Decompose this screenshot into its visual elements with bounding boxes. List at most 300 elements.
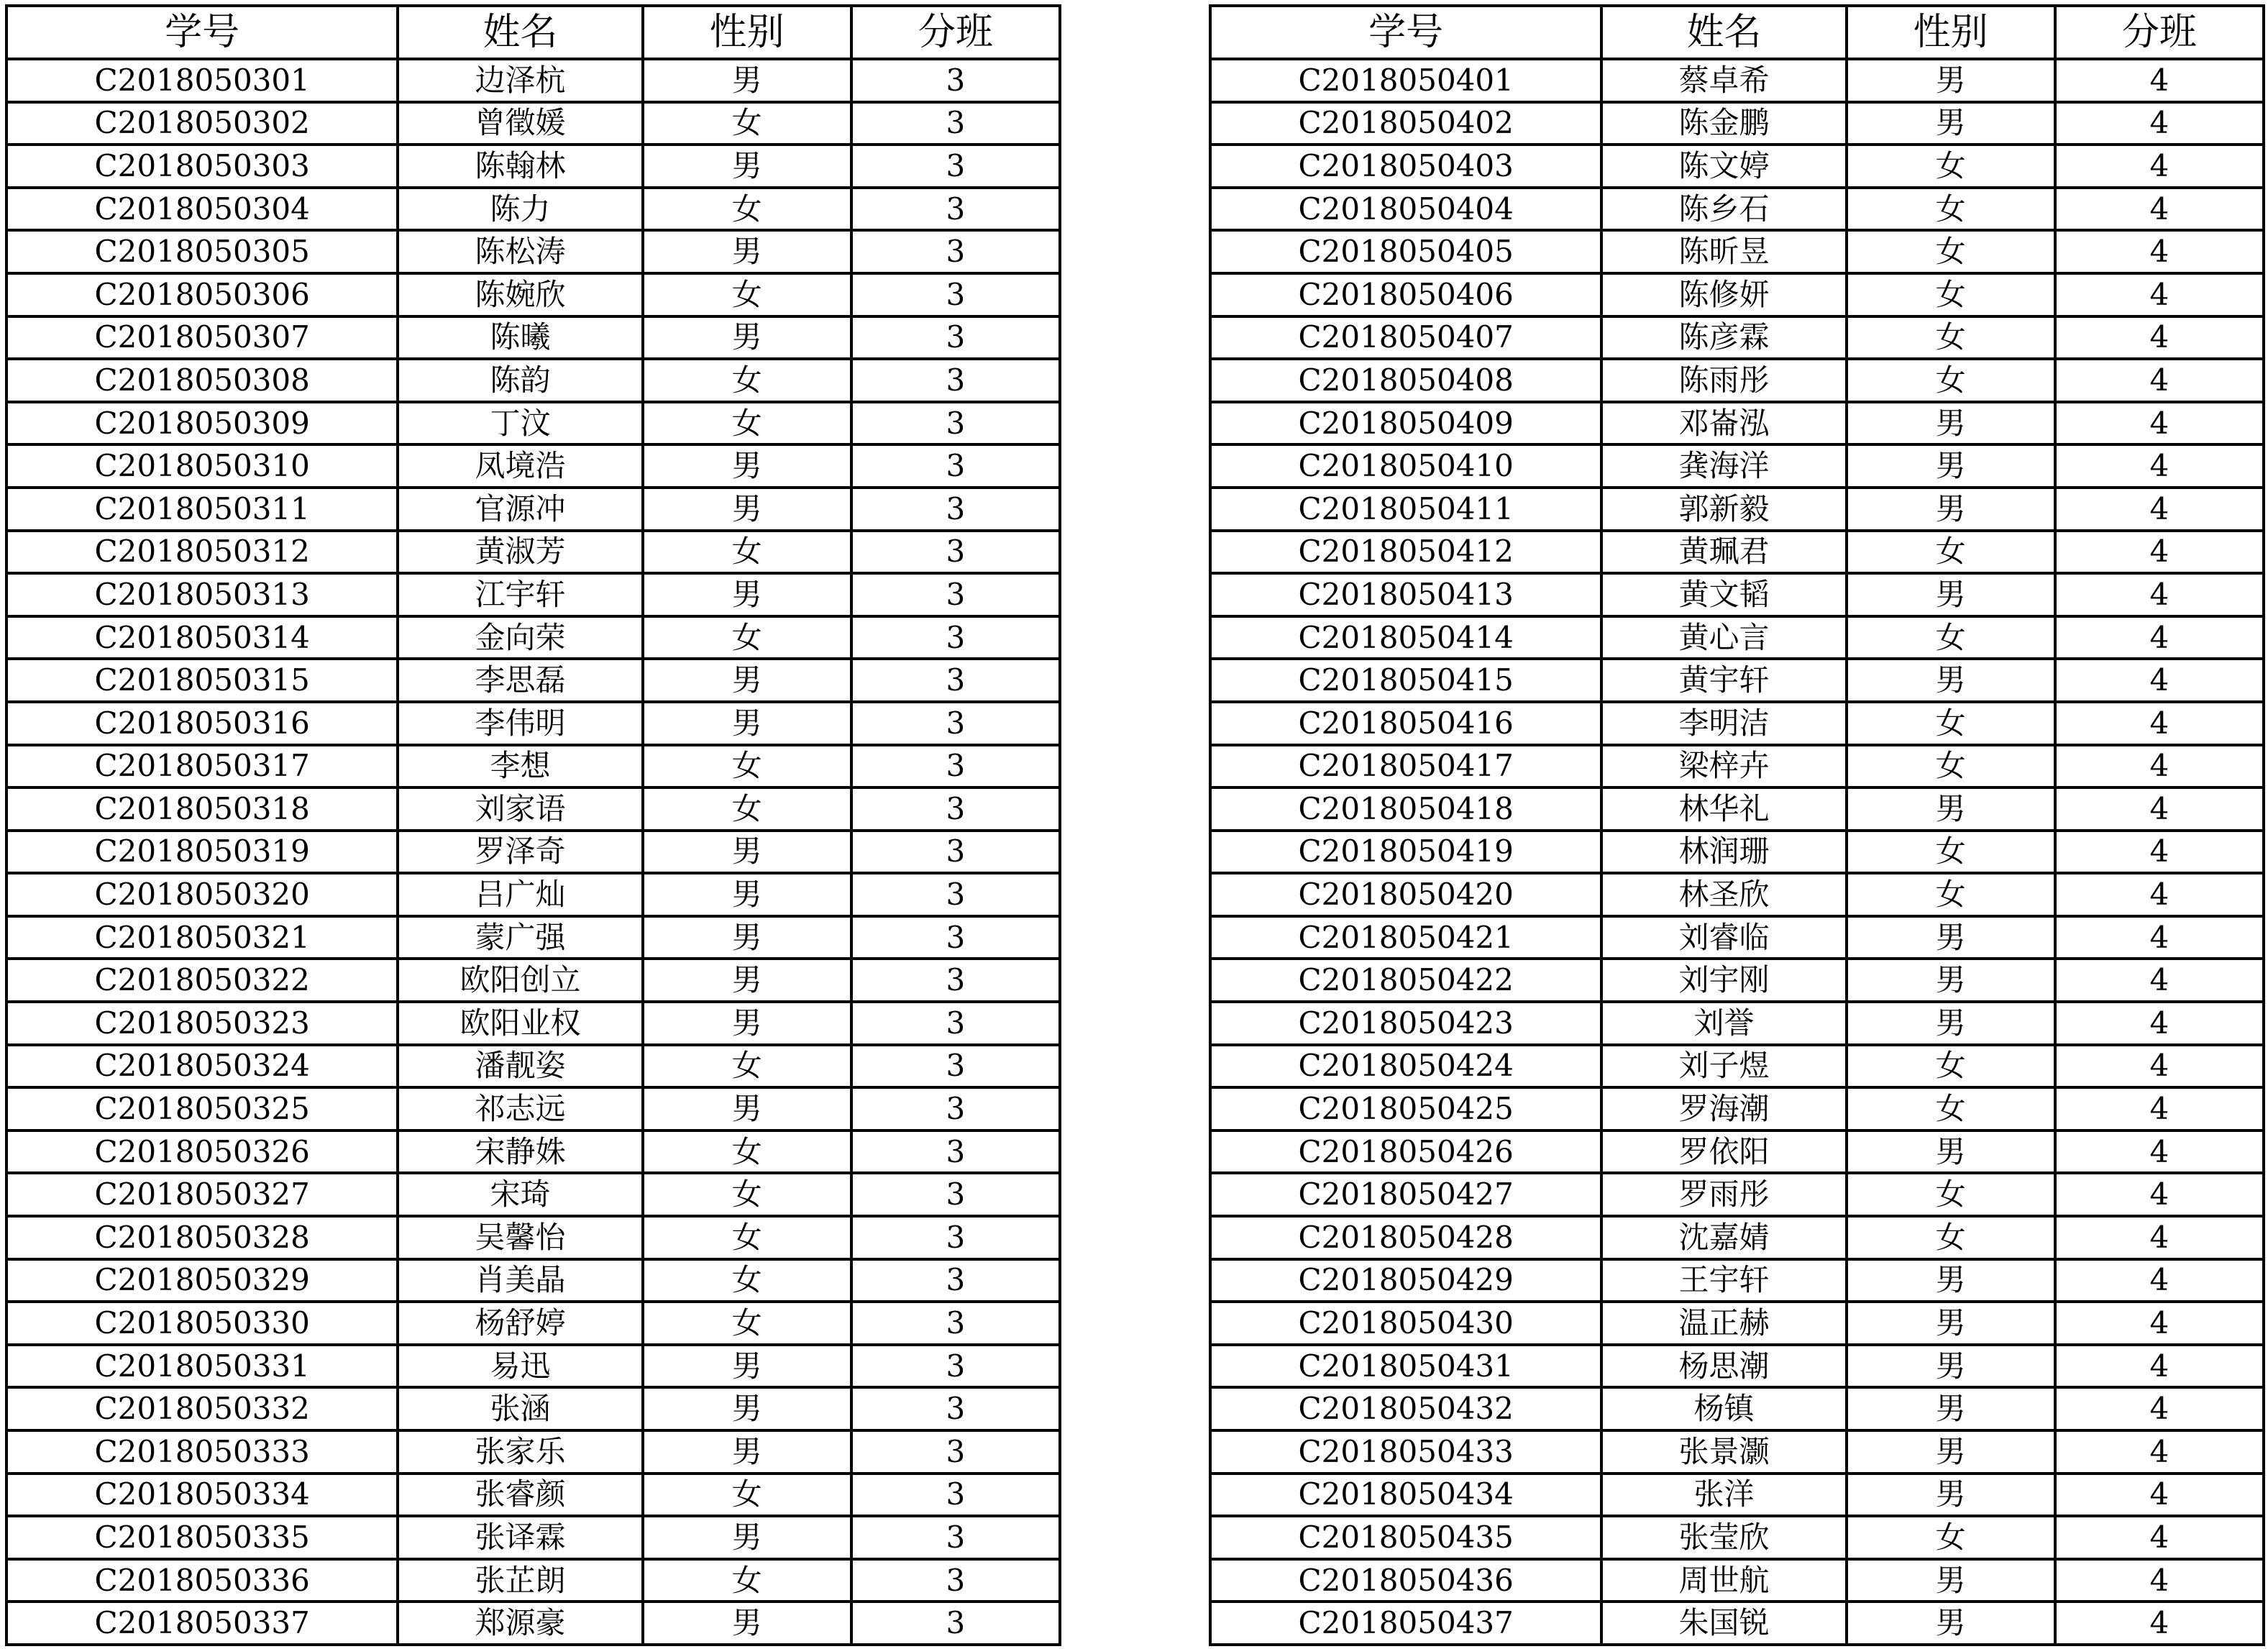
cell-gender: 女 — [643, 1302, 851, 1345]
cell-student-id: C2018050421 — [1210, 916, 1601, 959]
cell-name: 陈乡石 — [1601, 188, 1846, 231]
table-row — [6, 531, 1060, 574]
cell-class: 4 — [2055, 1516, 2264, 1559]
cell-class: 4 — [2055, 959, 2264, 1002]
table-row — [6, 102, 1060, 145]
cell-gender: 女 — [1847, 616, 2055, 659]
cell-gender: 女 — [1847, 1087, 2055, 1130]
cell-gender: 男 — [1847, 1002, 2055, 1045]
table-row — [6, 1430, 1060, 1474]
cell-gender: 男 — [1847, 1602, 2055, 1645]
cell-student-id: C2018050328 — [6, 1216, 398, 1259]
cell-name: 吴馨怡 — [398, 1216, 642, 1259]
table-body — [6, 59, 1060, 1645]
cell-student-id: C2018050432 — [1210, 1387, 1601, 1430]
cell-student-id: C2018050336 — [6, 1559, 398, 1602]
cell-class: 3 — [851, 359, 1060, 402]
cell-name: 张译霖 — [398, 1516, 642, 1559]
cell-class: 3 — [851, 316, 1060, 360]
table-row — [1210, 1559, 2264, 1602]
cell-student-id: C2018050416 — [1210, 702, 1601, 745]
cell-name: 欧阳创立 — [398, 959, 642, 1002]
cell-name: 曾徵媛 — [398, 102, 642, 145]
cell-class: 4 — [2055, 402, 2264, 445]
cell-name: 刘睿临 — [1601, 916, 1846, 959]
cell-gender: 男 — [643, 573, 851, 616]
cell-gender: 女 — [643, 1259, 851, 1302]
cell-gender: 女 — [643, 1474, 851, 1517]
cell-gender: 男 — [643, 916, 851, 959]
cell-gender: 男 — [643, 1387, 851, 1430]
cell-student-id: C2018050407 — [1210, 316, 1601, 360]
cell-name: 陈婉欣 — [398, 273, 642, 316]
cell-student-id: C2018050301 — [6, 59, 398, 102]
cell-class: 4 — [2055, 1002, 2264, 1045]
table-row — [1210, 1430, 2264, 1474]
cell-gender: 男 — [643, 59, 851, 102]
table-row — [1210, 316, 2264, 360]
cell-gender: 女 — [1847, 702, 2055, 745]
cell-name: 张涵 — [398, 1387, 642, 1430]
cell-gender: 男 — [1847, 959, 2055, 1002]
table-row — [6, 359, 1060, 402]
cell-student-id: C2018050335 — [6, 1516, 398, 1559]
cell-name: 易迅 — [398, 1345, 642, 1388]
cell-student-id: C2018050415 — [1210, 659, 1601, 702]
table-row — [1210, 573, 2264, 616]
cell-name: 宋琦 — [398, 1173, 642, 1216]
cell-name: 龚海洋 — [1601, 444, 1846, 488]
cell-class: 4 — [2055, 1173, 2264, 1216]
cell-student-id: C2018050411 — [1210, 488, 1601, 531]
cell-gender: 男 — [643, 1002, 851, 1045]
cell-gender: 男 — [643, 145, 851, 188]
table-row — [6, 1516, 1060, 1559]
cell-student-id: C2018050418 — [1210, 787, 1601, 831]
cell-student-id: C2018050330 — [6, 1302, 398, 1345]
cell-student-id: C2018050430 — [1210, 1302, 1601, 1345]
cell-class: 4 — [2055, 1130, 2264, 1174]
cell-student-id: C2018050420 — [1210, 873, 1601, 916]
cell-student-id: C2018050437 — [1210, 1602, 1601, 1645]
cell-class: 4 — [2055, 1216, 2264, 1259]
table-row — [1210, 359, 2264, 402]
cell-name: 黄文韬 — [1601, 573, 1846, 616]
cell-class: 4 — [2055, 616, 2264, 659]
cell-student-id: C2018050332 — [6, 1387, 398, 1430]
cell-name: 王宇轩 — [1601, 1259, 1846, 1302]
cell-class: 3 — [851, 145, 1060, 188]
cell-class: 3 — [851, 1474, 1060, 1517]
cell-name: 杨舒婷 — [398, 1302, 642, 1345]
cell-class: 4 — [2055, 444, 2264, 488]
cell-name: 陈彦霖 — [1601, 316, 1846, 360]
cell-name: 李思磊 — [398, 659, 642, 702]
cell-student-id: C2018050314 — [6, 616, 398, 659]
cell-student-id: C2018050318 — [6, 787, 398, 831]
cell-gender: 女 — [643, 787, 851, 831]
cell-class: 3 — [851, 488, 1060, 531]
cell-class: 3 — [851, 188, 1060, 231]
cell-student-id: C2018050307 — [6, 316, 398, 360]
cell-gender: 女 — [1847, 145, 2055, 188]
cell-student-id: C2018050323 — [6, 1002, 398, 1045]
cell-name: 李伟明 — [398, 702, 642, 745]
cell-gender: 女 — [643, 1130, 851, 1174]
cell-class: 4 — [2055, 273, 2264, 316]
table-row — [6, 488, 1060, 531]
cell-class: 4 — [2055, 531, 2264, 574]
cell-class: 4 — [2055, 745, 2264, 788]
cell-gender: 男 — [1847, 444, 2055, 488]
cell-student-id: C2018050321 — [6, 916, 398, 959]
cell-name: 刘家语 — [398, 787, 642, 831]
cell-class: 3 — [851, 702, 1060, 745]
table-row — [1210, 1045, 2264, 1088]
table-row — [1210, 745, 2264, 788]
table-row — [1210, 831, 2264, 874]
cell-name: 刘宇刚 — [1601, 959, 1846, 1002]
cell-class: 4 — [2055, 359, 2264, 402]
table-row — [6, 1002, 1060, 1045]
cell-student-id: C2018050406 — [1210, 273, 1601, 316]
cell-name: 肖美晶 — [398, 1259, 642, 1302]
cell-gender: 男 — [1847, 1130, 2055, 1174]
table-row — [1210, 1387, 2264, 1430]
cell-class: 3 — [851, 1087, 1060, 1130]
table-row — [6, 1216, 1060, 1259]
cell-student-id: C2018050322 — [6, 959, 398, 1002]
cell-name: 官源冲 — [398, 488, 642, 531]
cell-class: 4 — [2055, 1045, 2264, 1088]
header-gender: 性别 — [643, 6, 851, 59]
cell-name: 陈翰林 — [398, 145, 642, 188]
table-row — [1210, 659, 2264, 702]
cell-name: 沈嘉婧 — [1601, 1216, 1846, 1259]
table-row — [6, 1345, 1060, 1388]
cell-gender: 女 — [643, 273, 851, 316]
cell-name: 边泽杭 — [398, 59, 642, 102]
cell-name: 林华礼 — [1601, 787, 1846, 831]
cell-name: 李明洁 — [1601, 702, 1846, 745]
cell-class: 4 — [2055, 145, 2264, 188]
table-row — [6, 402, 1060, 445]
header-name: 姓名 — [1601, 6, 1846, 59]
cell-gender: 女 — [643, 616, 851, 659]
cell-class: 3 — [851, 873, 1060, 916]
cell-gender: 女 — [1847, 1516, 2055, 1559]
cell-class: 4 — [2055, 873, 2264, 916]
cell-student-id: C2018050329 — [6, 1259, 398, 1302]
cell-class: 3 — [851, 959, 1060, 1002]
table-row — [6, 745, 1060, 788]
table-row — [1210, 188, 2264, 231]
table-row — [1210, 145, 2264, 188]
cell-name: 张芷朗 — [398, 1559, 642, 1602]
table-row — [6, 1259, 1060, 1302]
cell-student-id: C2018050312 — [6, 531, 398, 574]
cell-name: 李想 — [398, 745, 642, 788]
cell-name: 陈力 — [398, 188, 642, 231]
header-student-id: 学号 — [1210, 6, 1601, 59]
cell-name: 江宇轩 — [398, 573, 642, 616]
table-row — [1210, 230, 2264, 273]
cell-name: 郭新毅 — [1601, 488, 1846, 531]
table-row — [6, 145, 1060, 188]
cell-class: 4 — [2055, 188, 2264, 231]
table-row — [6, 1602, 1060, 1645]
table-row — [6, 444, 1060, 488]
cell-gender: 男 — [1847, 1345, 2055, 1388]
table-row — [6, 1087, 1060, 1130]
cell-name: 陈曦 — [398, 316, 642, 360]
cell-name: 丁汶 — [398, 402, 642, 445]
cell-name: 张洋 — [1601, 1474, 1846, 1517]
cell-student-id: C2018050431 — [1210, 1345, 1601, 1388]
cell-student-id: C2018050315 — [6, 659, 398, 702]
cell-gender: 男 — [1847, 1474, 2055, 1517]
cell-name: 朱国锐 — [1601, 1602, 1846, 1645]
cell-gender: 男 — [643, 831, 851, 874]
cell-class: 3 — [851, 1173, 1060, 1216]
table-row — [6, 1173, 1060, 1216]
table-row — [1210, 1087, 2264, 1130]
cell-student-id: C2018050306 — [6, 273, 398, 316]
cell-class: 3 — [851, 1259, 1060, 1302]
cell-gender: 男 — [1847, 1430, 2055, 1474]
cell-gender: 女 — [1847, 1173, 2055, 1216]
cell-student-id: C2018050313 — [6, 573, 398, 616]
cell-gender: 女 — [1847, 831, 2055, 874]
cell-gender: 女 — [1847, 273, 2055, 316]
table-header — [6, 6, 1060, 59]
cell-name: 蔡卓希 — [1601, 59, 1846, 102]
cell-student-id: C2018050334 — [6, 1474, 398, 1517]
cell-class: 4 — [2055, 1430, 2264, 1474]
cell-gender: 男 — [643, 659, 851, 702]
cell-gender: 男 — [1847, 659, 2055, 702]
cell-class: 3 — [851, 1002, 1060, 1045]
cell-student-id: C2018050422 — [1210, 959, 1601, 1002]
cell-student-id: C2018050413 — [1210, 573, 1601, 616]
table-row — [6, 1130, 1060, 1174]
table-row — [1210, 1130, 2264, 1174]
cell-name: 吕广灿 — [398, 873, 642, 916]
table-row — [1210, 1216, 2264, 1259]
cell-name: 黄淑芳 — [398, 531, 642, 574]
table-row — [1210, 787, 2264, 831]
cell-class: 3 — [851, 1045, 1060, 1088]
table-row — [1210, 273, 2264, 316]
cell-student-id: C2018050331 — [6, 1345, 398, 1388]
table-row — [1210, 444, 2264, 488]
cell-gender: 女 — [1847, 1216, 2055, 1259]
table-row — [1210, 102, 2264, 145]
table-row — [6, 1387, 1060, 1430]
cell-name: 林润珊 — [1601, 831, 1846, 874]
table-row — [1210, 1474, 2264, 1517]
cell-student-id: C2018050435 — [1210, 1516, 1601, 1559]
cell-student-id: C2018050434 — [1210, 1474, 1601, 1517]
cell-gender: 男 — [1847, 1259, 2055, 1302]
cell-student-id: C2018050408 — [1210, 359, 1601, 402]
cell-class: 4 — [2055, 1302, 2264, 1345]
cell-name: 郑源豪 — [398, 1602, 642, 1645]
cell-student-id: C2018050311 — [6, 488, 398, 531]
cell-class: 3 — [851, 1130, 1060, 1174]
cell-name: 林圣欣 — [1601, 873, 1846, 916]
cell-class: 3 — [851, 1216, 1060, 1259]
cell-student-id: C2018050433 — [1210, 1430, 1601, 1474]
cell-gender: 男 — [1847, 59, 2055, 102]
cell-name: 张莹欣 — [1601, 1516, 1846, 1559]
cell-student-id: C2018050409 — [1210, 402, 1601, 445]
cell-name: 陈修妍 — [1601, 273, 1846, 316]
table-row — [6, 59, 1060, 102]
cell-gender: 男 — [643, 444, 851, 488]
cell-name: 陈文婷 — [1601, 145, 1846, 188]
cell-gender: 女 — [643, 1173, 851, 1216]
table-row — [1210, 1345, 2264, 1388]
cell-name: 潘靓姿 — [398, 1045, 642, 1088]
table-row — [1210, 488, 2264, 531]
cell-student-id: C2018050303 — [6, 145, 398, 188]
cell-class: 4 — [2055, 831, 2264, 874]
cell-class: 4 — [2055, 1387, 2264, 1430]
header-row — [6, 6, 1060, 59]
header-row — [1210, 6, 2264, 59]
cell-name: 罗泽奇 — [398, 831, 642, 874]
cell-class: 3 — [851, 1559, 1060, 1602]
cell-gender: 女 — [1847, 359, 2055, 402]
cell-student-id: C2018050337 — [6, 1602, 398, 1645]
cell-student-id: C2018050429 — [1210, 1259, 1601, 1302]
cell-student-id: C2018050426 — [1210, 1130, 1601, 1174]
cell-class: 3 — [851, 831, 1060, 874]
cell-name: 罗雨彤 — [1601, 1173, 1846, 1216]
cell-student-id: C2018050403 — [1210, 145, 1601, 188]
table-row — [1210, 702, 2264, 745]
cell-gender: 男 — [643, 1345, 851, 1388]
cell-class: 4 — [2055, 659, 2264, 702]
cell-gender: 男 — [643, 488, 851, 531]
cell-gender: 男 — [1847, 573, 2055, 616]
table-body — [1210, 59, 2264, 1645]
cell-student-id: C2018050412 — [1210, 531, 1601, 574]
table-row — [1210, 1516, 2264, 1559]
cell-gender: 女 — [1847, 531, 2055, 574]
table-row — [6, 316, 1060, 360]
table-row — [1210, 59, 2264, 102]
cell-class: 4 — [2055, 1087, 2264, 1130]
cell-student-id: C2018050436 — [1210, 1559, 1601, 1602]
cell-student-id: C2018050317 — [6, 745, 398, 788]
cell-student-id: C2018050326 — [6, 1130, 398, 1174]
cell-student-id: C2018050417 — [1210, 745, 1601, 788]
cell-student-id: C2018050425 — [1210, 1087, 1601, 1130]
table-row — [6, 787, 1060, 831]
cell-gender: 男 — [643, 1430, 851, 1474]
cell-student-id: C2018050308 — [6, 359, 398, 402]
cell-gender: 男 — [1847, 402, 2055, 445]
cell-class: 3 — [851, 1302, 1060, 1345]
cell-name: 黄心言 — [1601, 616, 1846, 659]
cell-gender: 女 — [643, 1559, 851, 1602]
cell-name: 陈金鹏 — [1601, 102, 1846, 145]
cell-student-id: C2018050414 — [1210, 616, 1601, 659]
class-3-roster-table — [5, 4, 1061, 1646]
table-row — [6, 1474, 1060, 1517]
cell-gender: 女 — [643, 531, 851, 574]
cell-gender: 女 — [643, 1216, 851, 1259]
cell-class: 3 — [851, 531, 1060, 574]
table-row — [6, 916, 1060, 959]
cell-student-id: C2018050309 — [6, 402, 398, 445]
table-row — [1210, 1173, 2264, 1216]
table-row — [6, 1045, 1060, 1088]
cell-name: 陈雨彤 — [1601, 359, 1846, 402]
cell-class: 4 — [2055, 102, 2264, 145]
cell-student-id: C2018050327 — [6, 1173, 398, 1216]
table-row — [1210, 1002, 2264, 1045]
table-row — [6, 873, 1060, 916]
table-row — [1210, 1259, 2264, 1302]
cell-name: 罗依阳 — [1601, 1130, 1846, 1174]
cell-name: 刘誉 — [1601, 1002, 1846, 1045]
cell-class: 4 — [2055, 316, 2264, 360]
cell-name: 祁志远 — [398, 1087, 642, 1130]
cell-gender: 女 — [1847, 230, 2055, 273]
cell-gender: 女 — [643, 359, 851, 402]
table-row — [1210, 616, 2264, 659]
cell-class: 4 — [2055, 573, 2264, 616]
cell-name: 罗海潮 — [1601, 1087, 1846, 1130]
cell-gender: 男 — [643, 1516, 851, 1559]
cell-name: 凤境浩 — [398, 444, 642, 488]
cell-gender: 男 — [643, 1087, 851, 1130]
cell-student-id: C2018050404 — [1210, 188, 1601, 231]
cell-gender: 男 — [643, 316, 851, 360]
cell-student-id: C2018050305 — [6, 230, 398, 273]
header-gender: 性别 — [1847, 6, 2055, 59]
cell-gender: 女 — [643, 402, 851, 445]
cell-student-id: C2018050325 — [6, 1087, 398, 1130]
table-row — [6, 230, 1060, 273]
cell-student-id: C2018050320 — [6, 873, 398, 916]
cell-class: 4 — [2055, 488, 2264, 531]
table-row — [1210, 1602, 2264, 1645]
cell-gender: 女 — [643, 102, 851, 145]
table-header — [1210, 6, 2264, 59]
cell-gender: 女 — [1847, 188, 2055, 231]
cell-name: 欧阳业权 — [398, 1002, 642, 1045]
cell-gender: 女 — [643, 745, 851, 788]
table-row — [6, 573, 1060, 616]
cell-name: 张家乐 — [398, 1430, 642, 1474]
cell-gender: 男 — [1847, 488, 2055, 531]
cell-gender: 女 — [643, 1045, 851, 1088]
cell-gender: 男 — [1847, 1302, 2055, 1345]
cell-name: 邓崙泓 — [1601, 402, 1846, 445]
header-name: 姓名 — [398, 6, 642, 59]
table-row — [6, 188, 1060, 231]
cell-class: 4 — [2055, 787, 2264, 831]
table-row — [6, 1559, 1060, 1602]
cell-class: 3 — [851, 1387, 1060, 1430]
cell-gender: 男 — [643, 1602, 851, 1645]
cell-class: 3 — [851, 659, 1060, 702]
table-row — [1210, 1302, 2264, 1345]
